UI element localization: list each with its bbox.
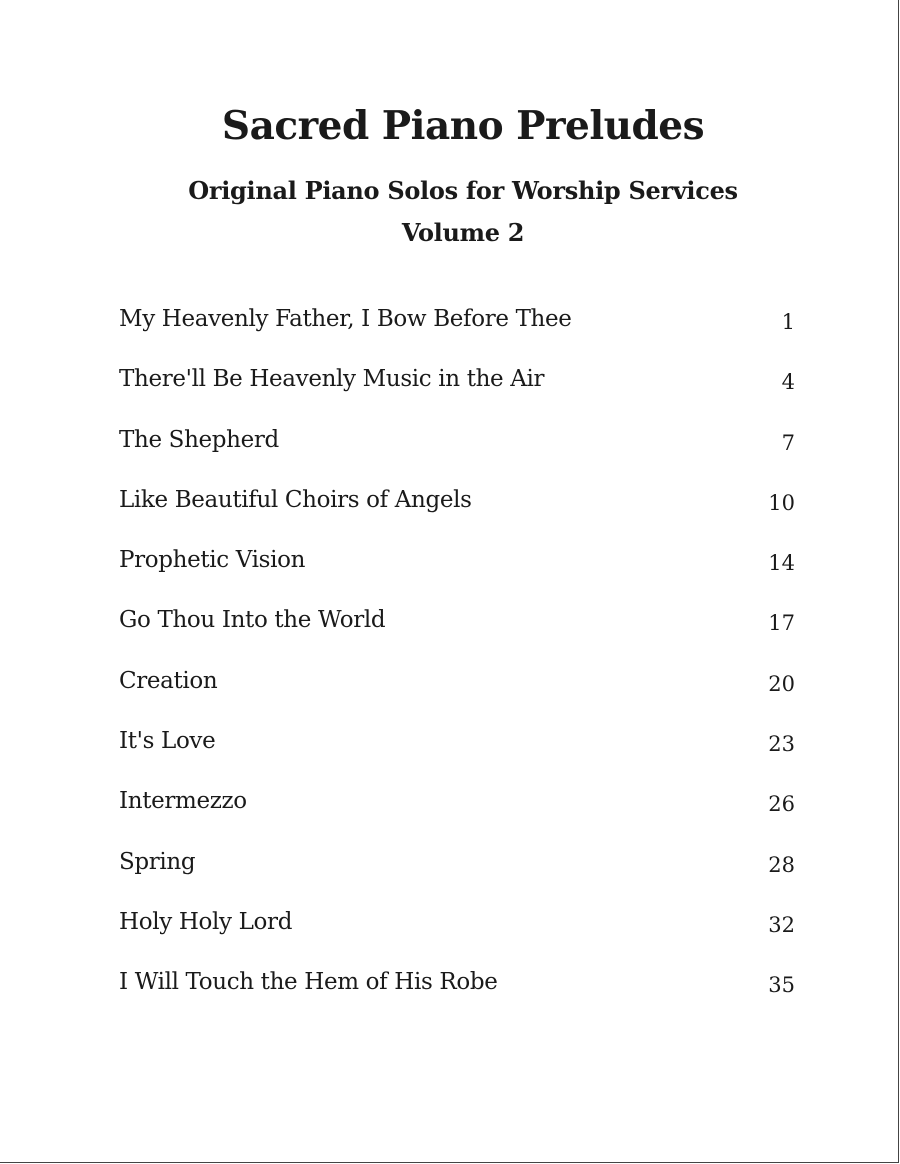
toc-entry-title: There'll Be Heavenly Music in the Air (119, 366, 545, 393)
toc-entry (119, 416, 795, 476)
toc-entry (119, 355, 795, 415)
toc-entry (119, 476, 795, 536)
toc-entry-title: Like Beautiful Choirs of Angels (119, 486, 472, 513)
toc-entry-page: 26 (768, 792, 795, 817)
toc-entry-title: I Will Touch the Hem of His Robe (119, 969, 498, 996)
toc-entry (119, 777, 795, 837)
toc-entry (119, 657, 795, 717)
toc-entry (119, 717, 795, 777)
toc-entry-title: Creation (119, 667, 218, 694)
toc-entry (119, 838, 795, 898)
toc-entry-page: 35 (768, 973, 795, 998)
toc-entry (119, 898, 795, 958)
toc-entry-page: 1 (781, 310, 795, 334)
toc-entry-title: Intermezzo (119, 788, 247, 815)
toc-entry-page: 23 (768, 732, 795, 757)
toc-entry (119, 596, 795, 656)
toc-entry-title: Holy Holy Lord (119, 908, 293, 935)
toc-entry-title: My Heavenly Father, I Bow Before Thee (119, 306, 572, 332)
toc-entry-page: 17 (768, 611, 795, 636)
toc-entry-page: 7 (781, 430, 795, 455)
page-title: Sacred Piano Preludes (221, 103, 705, 149)
toc-entry (119, 295, 795, 355)
toc-entry-page: 14 (768, 551, 795, 576)
toc-entry-title: Go Thou Into the World (119, 607, 386, 634)
page-subtitle: Original Piano Solos for Worship Services (188, 176, 738, 205)
toc-entry-page: 28 (768, 852, 795, 877)
toc-entry-title: The Shepherd (119, 426, 279, 453)
toc-entry-page: 20 (768, 671, 795, 696)
toc-entry-page: 4 (781, 370, 795, 395)
toc-entry-page: 32 (768, 912, 795, 937)
toc-entry (119, 536, 795, 596)
table-of-contents (119, 295, 795, 1019)
toc-entry-page: 10 (768, 490, 795, 515)
toc-entry-title: It's Love (119, 728, 216, 755)
toc-entry-title: Spring (119, 848, 196, 875)
volume-label: Volume 2 (401, 218, 525, 247)
toc-entry-title: Prophetic Vision (119, 547, 306, 574)
toc-entry (119, 958, 795, 1018)
